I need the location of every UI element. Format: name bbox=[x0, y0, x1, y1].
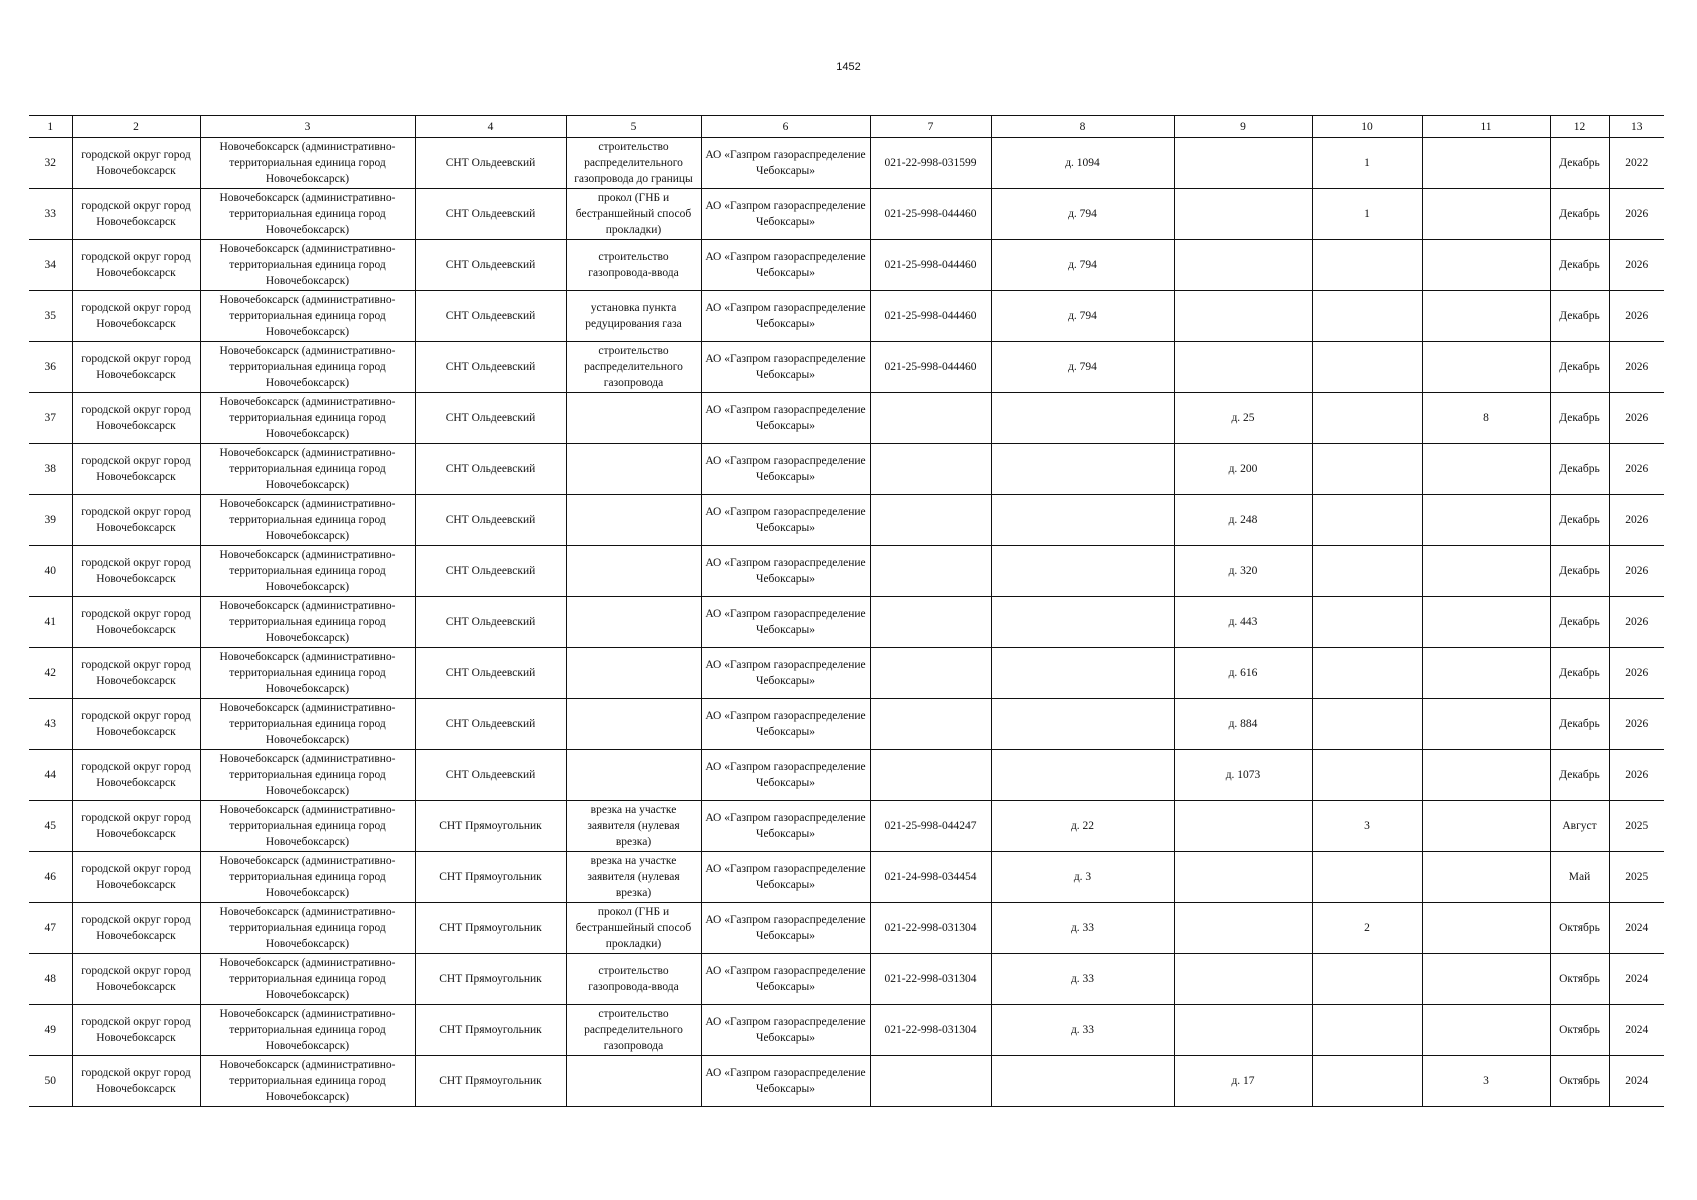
quantity-cell bbox=[1312, 750, 1422, 801]
contract-cell bbox=[870, 546, 991, 597]
quantity-alt-cell bbox=[1422, 648, 1550, 699]
work-type-cell bbox=[566, 1005, 701, 1056]
column-header-2: 2 bbox=[72, 116, 200, 138]
snt-cell: СНТ Ольдеевский bbox=[415, 495, 566, 546]
table-row bbox=[29, 597, 1664, 648]
table-row bbox=[29, 189, 1664, 240]
operator-cell: АО «Газпром газораспределение Чебоксары» bbox=[701, 648, 870, 699]
quantity-alt-cell bbox=[1422, 240, 1550, 291]
snt-cell: СНТ Ольдеевский bbox=[415, 189, 566, 240]
quantity-alt-cell bbox=[1422, 495, 1550, 546]
operator-cell: АО «Газпром газораспределение Чебоксары» bbox=[701, 1005, 870, 1056]
quantity-cell bbox=[1312, 546, 1422, 597]
snt-cell: СНТ Ольдеевский bbox=[415, 393, 566, 444]
house-cell bbox=[991, 1056, 1174, 1107]
operator-cell: АО «Газпром газораспределение Чебоксары» bbox=[701, 495, 870, 546]
snt-cell: СНТ Прямоугольник bbox=[415, 954, 566, 1005]
district-cell: городской округ город Новочебоксарск bbox=[72, 1056, 200, 1107]
contract-cell: 021-22-998-031304 bbox=[870, 1005, 991, 1056]
month-cell: Декабрь bbox=[1550, 240, 1609, 291]
table-row bbox=[29, 393, 1664, 444]
house-cell bbox=[991, 444, 1174, 495]
house-cell: д. 1094 bbox=[991, 138, 1174, 189]
work-type-text: прокол (ГНБ и бестраншейный способ прокладки) bbox=[575, 906, 692, 950]
operator-cell: АО «Газпром газораспределение Чебоксары» bbox=[701, 444, 870, 495]
district-cell: городской округ город Новочебоксарск bbox=[72, 699, 200, 750]
district-cell: городской округ город Новочебоксарск bbox=[72, 750, 200, 801]
contract-cell bbox=[870, 393, 991, 444]
house-alt-cell bbox=[1174, 1005, 1312, 1056]
operator-cell: АО «Газпром газораспределение Чебоксары» bbox=[701, 852, 870, 903]
territory-cell: Новочебоксарск (административно-территориальная единица город Новочебоксарск) bbox=[200, 750, 415, 801]
house-alt-cell: д. 616 bbox=[1174, 648, 1312, 699]
year-cell: 2026 bbox=[1609, 597, 1664, 648]
quantity-cell: 3 bbox=[1312, 801, 1422, 852]
quantity-cell bbox=[1312, 444, 1422, 495]
work-type-cell bbox=[566, 852, 701, 903]
month-cell: Октябрь bbox=[1550, 954, 1609, 1005]
month-cell: Октябрь bbox=[1550, 1005, 1609, 1056]
snt-cell: СНТ Ольдеевский bbox=[415, 444, 566, 495]
snt-cell: СНТ Прямоугольник bbox=[415, 1056, 566, 1107]
work-type-text: строительство распределительного газопровода bbox=[584, 345, 683, 389]
operator-cell: АО «Газпром газораспределение Чебоксары» bbox=[701, 750, 870, 801]
snt-cell: СНТ Ольдеевский bbox=[415, 138, 566, 189]
month-cell: Декабрь bbox=[1550, 189, 1609, 240]
quantity-cell bbox=[1312, 954, 1422, 1005]
territory-cell: Новочебоксарск (административно-территориальная единица город Новочебоксарск) bbox=[200, 699, 415, 750]
page-number: 1452 bbox=[836, 61, 861, 73]
work-type-cell bbox=[566, 393, 701, 444]
year-cell: 2025 bbox=[1609, 801, 1664, 852]
snt-cell: СНТ Прямоугольник bbox=[415, 852, 566, 903]
snt-cell: СНТ Ольдеевский bbox=[415, 648, 566, 699]
house-alt-cell: д. 1073 bbox=[1174, 750, 1312, 801]
column-header-10: 10 bbox=[1312, 116, 1422, 138]
column-header-13: 13 bbox=[1609, 116, 1664, 138]
column-header-6: 6 bbox=[701, 116, 870, 138]
house-cell: д. 33 bbox=[991, 903, 1174, 954]
row-number: 40 bbox=[29, 546, 72, 597]
quantity-cell bbox=[1312, 699, 1422, 750]
row-number: 46 bbox=[29, 852, 72, 903]
operator-cell: АО «Газпром газораспределение Чебоксары» bbox=[701, 342, 870, 393]
quantity-alt-cell bbox=[1422, 138, 1550, 189]
operator-cell: АО «Газпром газораспределение Чебоксары» bbox=[701, 801, 870, 852]
row-number: 37 bbox=[29, 393, 72, 444]
table-row bbox=[29, 342, 1664, 393]
table-row bbox=[29, 954, 1664, 1005]
gasification-table bbox=[29, 115, 1664, 1107]
quantity-alt-cell bbox=[1422, 189, 1550, 240]
operator-cell: АО «Газпром газораспределение Чебоксары» bbox=[701, 189, 870, 240]
quantity-cell: 1 bbox=[1312, 189, 1422, 240]
table-row bbox=[29, 801, 1664, 852]
house-alt-cell: д. 320 bbox=[1174, 546, 1312, 597]
row-number: 38 bbox=[29, 444, 72, 495]
snt-cell: СНТ Ольдеевский bbox=[415, 750, 566, 801]
column-header-5: 5 bbox=[566, 116, 701, 138]
year-cell: 2024 bbox=[1609, 954, 1664, 1005]
month-cell: Декабрь bbox=[1550, 546, 1609, 597]
quantity-cell bbox=[1312, 597, 1422, 648]
district-cell: городской округ город Новочебоксарск bbox=[72, 852, 200, 903]
quantity-alt-cell bbox=[1422, 291, 1550, 342]
house-alt-cell bbox=[1174, 240, 1312, 291]
house-alt-cell bbox=[1174, 801, 1312, 852]
quantity-cell bbox=[1312, 342, 1422, 393]
district-cell: городской округ город Новочебоксарск bbox=[72, 597, 200, 648]
operator-cell: АО «Газпром газораспределение Чебоксары» bbox=[701, 138, 870, 189]
month-cell: Декабрь bbox=[1550, 393, 1609, 444]
district-cell: городской округ город Новочебоксарск bbox=[72, 444, 200, 495]
quantity-alt-cell bbox=[1422, 954, 1550, 1005]
month-cell: Август bbox=[1550, 801, 1609, 852]
work-type-cell bbox=[566, 801, 701, 852]
territory-cell: Новочебоксарск (административно-территориальная единица город Новочебоксарск) bbox=[200, 291, 415, 342]
table-row bbox=[29, 495, 1664, 546]
territory-cell: Новочебоксарск (административно-территориальная единица город Новочебоксарск) bbox=[200, 1005, 415, 1056]
row-number: 48 bbox=[29, 954, 72, 1005]
district-cell: городской округ город Новочебоксарск bbox=[72, 240, 200, 291]
territory-cell: Новочебоксарск (административно-территориальная единица город Новочебоксарск) bbox=[200, 1056, 415, 1107]
work-type-cell bbox=[566, 699, 701, 750]
row-number: 39 bbox=[29, 495, 72, 546]
work-type-cell bbox=[566, 189, 701, 240]
column-header-7: 7 bbox=[870, 116, 991, 138]
row-number: 42 bbox=[29, 648, 72, 699]
row-number: 36 bbox=[29, 342, 72, 393]
district-cell: городской округ город Новочебоксарск bbox=[72, 138, 200, 189]
column-header-11: 11 bbox=[1422, 116, 1550, 138]
house-cell bbox=[991, 597, 1174, 648]
year-cell: 2026 bbox=[1609, 189, 1664, 240]
year-cell: 2026 bbox=[1609, 342, 1664, 393]
work-type-cell bbox=[566, 138, 701, 189]
table-row bbox=[29, 240, 1664, 291]
quantity-alt-cell: 8 bbox=[1422, 393, 1550, 444]
house-alt-cell bbox=[1174, 138, 1312, 189]
quantity-alt-cell bbox=[1422, 699, 1550, 750]
quantity-cell bbox=[1312, 393, 1422, 444]
territory-cell: Новочебоксарск (административно-территориальная единица город Новочебоксарск) bbox=[200, 954, 415, 1005]
contract-cell: 021-22-998-031304 bbox=[870, 903, 991, 954]
snt-cell: СНТ Ольдеевский bbox=[415, 342, 566, 393]
work-type-cell bbox=[566, 444, 701, 495]
operator-cell: АО «Газпром газораспределение Чебоксары» bbox=[701, 903, 870, 954]
operator-cell: АО «Газпром газораспределение Чебоксары» bbox=[701, 291, 870, 342]
contract-cell bbox=[870, 597, 991, 648]
operator-cell: АО «Газпром газораспределение Чебоксары» bbox=[701, 699, 870, 750]
column-header-8: 8 bbox=[991, 116, 1174, 138]
work-type-text: строительство газопровода-ввода bbox=[588, 965, 679, 993]
territory-cell: Новочебоксарск (административно-территориальная единица город Новочебоксарск) bbox=[200, 138, 415, 189]
year-cell: 2026 bbox=[1609, 444, 1664, 495]
row-number: 32 bbox=[29, 138, 72, 189]
month-cell: Декабрь bbox=[1550, 648, 1609, 699]
year-cell: 2026 bbox=[1609, 546, 1664, 597]
work-type-text: врезка на участке заявителя (нулевая врезка) bbox=[587, 804, 680, 848]
table-row bbox=[29, 852, 1664, 903]
district-cell: городской округ город Новочебоксарск bbox=[72, 291, 200, 342]
district-cell: городской округ город Новочебоксарск bbox=[72, 546, 200, 597]
territory-cell: Новочебоксарск (административно-территориальная единица город Новочебоксарск) bbox=[200, 852, 415, 903]
district-cell: городской округ город Новочебоксарск bbox=[72, 189, 200, 240]
year-cell: 2024 bbox=[1609, 1056, 1664, 1107]
house-cell bbox=[991, 546, 1174, 597]
quantity-cell bbox=[1312, 291, 1422, 342]
table-body bbox=[29, 138, 1664, 1107]
house-cell bbox=[991, 495, 1174, 546]
quantity-alt-cell bbox=[1422, 852, 1550, 903]
territory-cell: Новочебоксарск (административно-территориальная единица город Новочебоксарск) bbox=[200, 393, 415, 444]
month-cell: Декабрь bbox=[1550, 138, 1609, 189]
snt-cell: СНТ Прямоугольник bbox=[415, 1005, 566, 1056]
contract-cell: 021-22-998-031599 bbox=[870, 138, 991, 189]
work-type-text: установка пункта редуцирования газа bbox=[585, 302, 682, 330]
quantity-alt-cell bbox=[1422, 1005, 1550, 1056]
work-type-text: строительство газопровода-ввода bbox=[588, 251, 679, 279]
work-type-cell bbox=[566, 954, 701, 1005]
table-row bbox=[29, 291, 1664, 342]
operator-cell: АО «Газпром газораспределение Чебоксары» bbox=[701, 954, 870, 1005]
work-type-text: врезка на участке заявителя (нулевая врезка) bbox=[587, 855, 680, 899]
district-cell: городской округ город Новочебоксарск bbox=[72, 801, 200, 852]
year-cell: 2026 bbox=[1609, 495, 1664, 546]
snt-cell: СНТ Ольдеевский bbox=[415, 597, 566, 648]
quantity-cell bbox=[1312, 648, 1422, 699]
work-type-text: строительство распределительного газопровода до границы bbox=[574, 141, 693, 185]
work-type-cell bbox=[566, 495, 701, 546]
snt-cell: СНТ Ольдеевский bbox=[415, 291, 566, 342]
row-number: 50 bbox=[29, 1056, 72, 1107]
territory-cell: Новочебоксарск (административно-территориальная единица город Новочебоксарск) bbox=[200, 546, 415, 597]
year-cell: 2025 bbox=[1609, 852, 1664, 903]
row-number: 33 bbox=[29, 189, 72, 240]
contract-cell: 021-24-998-034454 bbox=[870, 852, 991, 903]
territory-cell: Новочебоксарск (административно-территориальная единица город Новочебоксарск) bbox=[200, 240, 415, 291]
house-cell bbox=[991, 648, 1174, 699]
operator-cell: АО «Газпром газораспределение Чебоксары» bbox=[701, 240, 870, 291]
house-alt-cell bbox=[1174, 189, 1312, 240]
operator-cell: АО «Газпром газораспределение Чебоксары» bbox=[701, 546, 870, 597]
house-cell: д. 33 bbox=[991, 954, 1174, 1005]
work-type-text: прокол (ГНБ и бестраншейный способ прокладки) bbox=[575, 192, 692, 236]
house-cell: д. 794 bbox=[991, 240, 1174, 291]
contract-cell: 021-25-998-044460 bbox=[870, 291, 991, 342]
quantity-alt-cell bbox=[1422, 546, 1550, 597]
quantity-cell bbox=[1312, 1005, 1422, 1056]
snt-cell: СНТ Прямоугольник bbox=[415, 903, 566, 954]
house-alt-cell: д. 884 bbox=[1174, 699, 1312, 750]
month-cell: Декабрь bbox=[1550, 444, 1609, 495]
quantity-alt-cell bbox=[1422, 903, 1550, 954]
row-number: 44 bbox=[29, 750, 72, 801]
territory-cell: Новочебоксарск (административно-территориальная единица город Новочебоксарск) bbox=[200, 444, 415, 495]
snt-cell: СНТ Ольдеевский bbox=[415, 699, 566, 750]
house-alt-cell bbox=[1174, 903, 1312, 954]
territory-cell: Новочебоксарск (административно-территориальная единица город Новочебоксарск) bbox=[200, 903, 415, 954]
quantity-alt-cell: 3 bbox=[1422, 1056, 1550, 1107]
house-alt-cell: д. 248 bbox=[1174, 495, 1312, 546]
contract-cell: 021-25-998-044460 bbox=[870, 240, 991, 291]
year-cell: 2026 bbox=[1609, 750, 1664, 801]
territory-cell: Новочебоксарск (административно-территориальная единица город Новочебоксарск) bbox=[200, 495, 415, 546]
year-cell: 2024 bbox=[1609, 1005, 1664, 1056]
snt-cell: СНТ Ольдеевский bbox=[415, 546, 566, 597]
quantity-cell bbox=[1312, 495, 1422, 546]
operator-cell: АО «Газпром газораспределение Чебоксары» bbox=[701, 1056, 870, 1107]
house-cell bbox=[991, 393, 1174, 444]
house-cell: д. 794 bbox=[991, 342, 1174, 393]
work-type-cell bbox=[566, 546, 701, 597]
house-cell: д. 22 bbox=[991, 801, 1174, 852]
house-cell: д. 33 bbox=[991, 1005, 1174, 1056]
year-cell: 2026 bbox=[1609, 291, 1664, 342]
house-alt-cell bbox=[1174, 954, 1312, 1005]
month-cell: Октябрь bbox=[1550, 903, 1609, 954]
contract-cell bbox=[870, 1056, 991, 1107]
row-number: 43 bbox=[29, 699, 72, 750]
month-cell: Декабрь bbox=[1550, 495, 1609, 546]
work-type-cell bbox=[566, 597, 701, 648]
house-cell: д. 794 bbox=[991, 291, 1174, 342]
work-type-cell bbox=[566, 291, 701, 342]
month-cell: Май bbox=[1550, 852, 1609, 903]
territory-cell: Новочебоксарск (административно-территориальная единица город Новочебоксарск) bbox=[200, 189, 415, 240]
table-row bbox=[29, 546, 1664, 597]
district-cell: городской округ город Новочебоксарск bbox=[72, 495, 200, 546]
row-number: 34 bbox=[29, 240, 72, 291]
house-cell: д. 794 bbox=[991, 189, 1174, 240]
column-header-12: 12 bbox=[1550, 116, 1609, 138]
district-cell: городской округ город Новочебоксарск bbox=[72, 903, 200, 954]
row-number: 45 bbox=[29, 801, 72, 852]
month-cell: Декабрь bbox=[1550, 699, 1609, 750]
month-cell: Декабрь bbox=[1550, 750, 1609, 801]
quantity-alt-cell bbox=[1422, 801, 1550, 852]
district-cell: городской округ город Новочебоксарск bbox=[72, 1005, 200, 1056]
house-cell bbox=[991, 750, 1174, 801]
work-type-cell bbox=[566, 903, 701, 954]
year-cell: 2022 bbox=[1609, 138, 1664, 189]
table-row bbox=[29, 138, 1664, 189]
quantity-cell bbox=[1312, 852, 1422, 903]
column-header-4: 4 bbox=[415, 116, 566, 138]
work-type-cell bbox=[566, 648, 701, 699]
quantity-alt-cell bbox=[1422, 342, 1550, 393]
table-row bbox=[29, 444, 1664, 495]
quantity-cell bbox=[1312, 1056, 1422, 1107]
territory-cell: Новочебоксарск (административно-территориальная единица город Новочебоксарск) bbox=[200, 801, 415, 852]
header-row bbox=[29, 116, 1664, 138]
contract-cell: 021-25-998-044460 bbox=[870, 189, 991, 240]
house-alt-cell: д. 200 bbox=[1174, 444, 1312, 495]
contract-cell: 021-25-998-044247 bbox=[870, 801, 991, 852]
year-cell: 2024 bbox=[1609, 903, 1664, 954]
contract-cell bbox=[870, 648, 991, 699]
month-cell: Октябрь bbox=[1550, 1056, 1609, 1107]
house-alt-cell: д. 17 bbox=[1174, 1056, 1312, 1107]
table-row bbox=[29, 1056, 1664, 1107]
territory-cell: Новочебоксарск (административно-территориальная единица город Новочебоксарск) bbox=[200, 648, 415, 699]
row-number: 49 bbox=[29, 1005, 72, 1056]
year-cell: 2026 bbox=[1609, 240, 1664, 291]
column-header-3: 3 bbox=[200, 116, 415, 138]
snt-cell: СНТ Прямоугольник bbox=[415, 801, 566, 852]
work-type-text: строительство распределительного газопровода bbox=[584, 1008, 683, 1052]
territory-cell: Новочебоксарск (административно-территориальная единица город Новочебоксарск) bbox=[200, 342, 415, 393]
year-cell: 2026 bbox=[1609, 699, 1664, 750]
quantity-cell: 1 bbox=[1312, 138, 1422, 189]
house-cell: д. 3 bbox=[991, 852, 1174, 903]
house-alt-cell bbox=[1174, 291, 1312, 342]
contract-cell bbox=[870, 699, 991, 750]
month-cell: Декабрь bbox=[1550, 342, 1609, 393]
territory-cell: Новочебоксарск (административно-территориальная единица город Новочебоксарск) bbox=[200, 597, 415, 648]
table-row bbox=[29, 1005, 1664, 1056]
quantity-alt-cell bbox=[1422, 750, 1550, 801]
house-alt-cell bbox=[1174, 342, 1312, 393]
table-row bbox=[29, 699, 1664, 750]
quantity-cell: 2 bbox=[1312, 903, 1422, 954]
contract-cell: 021-25-998-044460 bbox=[870, 342, 991, 393]
quantity-alt-cell bbox=[1422, 597, 1550, 648]
district-cell: городской округ город Новочебоксарск bbox=[72, 648, 200, 699]
month-cell: Декабрь bbox=[1550, 291, 1609, 342]
quantity-alt-cell bbox=[1422, 444, 1550, 495]
table-row bbox=[29, 648, 1664, 699]
contract-cell bbox=[870, 495, 991, 546]
district-cell: городской округ город Новочебоксарск bbox=[72, 342, 200, 393]
contract-cell bbox=[870, 750, 991, 801]
table-row bbox=[29, 903, 1664, 954]
snt-cell: СНТ Ольдеевский bbox=[415, 240, 566, 291]
house-alt-cell bbox=[1174, 852, 1312, 903]
row-number: 47 bbox=[29, 903, 72, 954]
house-alt-cell: д. 25 bbox=[1174, 393, 1312, 444]
district-cell: городской округ город Новочебоксарск bbox=[72, 393, 200, 444]
district-cell: городской округ город Новочебоксарск bbox=[72, 954, 200, 1005]
row-number: 35 bbox=[29, 291, 72, 342]
work-type-cell bbox=[566, 1056, 701, 1107]
quantity-cell bbox=[1312, 240, 1422, 291]
house-alt-cell: д. 443 bbox=[1174, 597, 1312, 648]
contract-cell: 021-22-998-031304 bbox=[870, 954, 991, 1005]
work-type-cell bbox=[566, 750, 701, 801]
month-cell: Декабрь bbox=[1550, 597, 1609, 648]
column-header-1: 1 bbox=[29, 116, 72, 138]
house-cell bbox=[991, 699, 1174, 750]
column-header-9: 9 bbox=[1174, 116, 1312, 138]
contract-cell bbox=[870, 444, 991, 495]
work-type-cell bbox=[566, 342, 701, 393]
operator-cell: АО «Газпром газораспределение Чебоксары» bbox=[701, 597, 870, 648]
year-cell: 2026 bbox=[1609, 393, 1664, 444]
table-row bbox=[29, 750, 1664, 801]
row-number: 41 bbox=[29, 597, 72, 648]
operator-cell: АО «Газпром газораспределение Чебоксары» bbox=[701, 393, 870, 444]
work-type-cell bbox=[566, 240, 701, 291]
year-cell: 2026 bbox=[1609, 648, 1664, 699]
